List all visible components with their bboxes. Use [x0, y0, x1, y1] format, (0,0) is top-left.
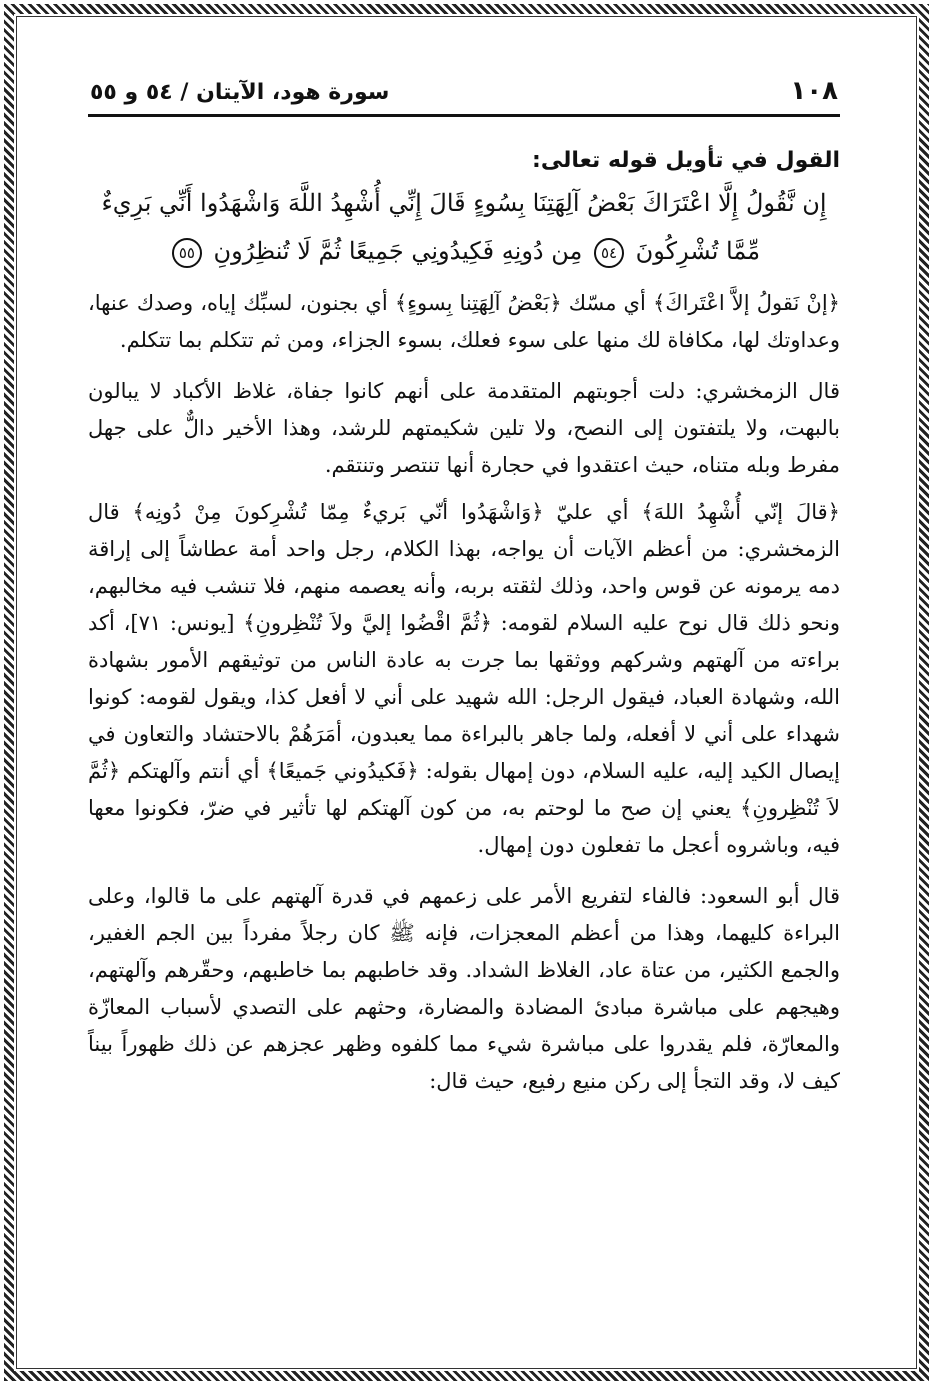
paragraph-2: قال الزمخشري: دلت أجوبتهم المتقدمة على أنهم كانوا جفاة، غلاظ الأكباد لا يبالون بالبهت، ولا يلتفتون إلى النصح، ولا تلين شكيمتهم للرشد، وهذا الأخير دالٌّ على جهل مفرط وبله متناه، حيث اعتقدوا في حجارة أنها تنتصر وتنتقم. — [88, 379, 840, 477]
ayah-number-55: ٥٥ — [172, 238, 202, 268]
verse-line-1: إِن نَّقُولُ إِلَّا اعْتَرَاكَ بَعْضُ آلِهَتِنَا بِسُوءٍ قَالَ إِنِّي أُشْهِدُ اللَّهَ وَاشْهَدُوا أَنِّي بَرِيءٌ — [101, 189, 827, 217]
verse-line-2 — [88, 227, 840, 275]
paragraph-1: ﴿إنْ نَقولُ إلاَّ اعْتَراكَ﴾ أي مسّك ﴿بَعْضُ آلِهَتِنا بِسوءٍ﴾ أي بجنون، لسبِّك إياه، وصدك عنها، وعداوتك لها، مكافاة لك منها على سوء فعلك، بسوء الجزاء، ومن ثم تتكلم بما تتكلم. — [88, 291, 840, 352]
section-title: القول في تأويل قوله تعالى: — [532, 148, 840, 173]
verse-text-b: مِن دُونِهِ فَكِيدُونِي جَمِيعًا ثُمَّ لَا تُنظِرُونِ — [213, 237, 583, 265]
running-title: سورة هود، الآيتان / ٥٤ و ٥٥ — [90, 80, 390, 105]
page-number: ١٠٨ — [790, 76, 838, 106]
page-content — [88, 70, 840, 1100]
page-header — [88, 70, 840, 117]
quran-verse — [88, 179, 840, 275]
paragraph-3: ﴿قالَ إنّي أُشْهِدُ اللهَ﴾ أي عليّ ﴿وَاشْهَدُوا أنّي بَريءٌ مِمّا تُشْرِكونَ مِنْ دُونِه﴾ قال الزمخشري: من أعظم الآيات أن يواجه، بهذا الكلام، رجل واحد أمة عطاشاً إلى إراقة دمه يرمونه عن قوس واحد، وذلك لثقته بربه، وأنه يعصمه منهم، فلا تنشب فيه مخالبهم، ونحو ذلك قال نوح عليه السلام لقومه: ﴿ثُمَّ اقْضُوا إليَّ ولاَ تُنْظِرونِ﴾ [يونس: ٧١]، أكد براءته من آلهتهم وشركهم ووثقها بما جرت به عادة الناس من توثيقهم الأمور بشهادة الله، وشهادة العباد، فيقول الرجل: الله شهيد على أني لا أفعل كذا، ويقول لقومه: كونوا شهداء على أني لا أفعله، ولما جاهر بالبراءة مما يعبدون، أمَرَهُمْ بالاحتشاد والتعاون في إيصال الكيد إليه، عليه السلام، دون إمهال بقوله: ﴿فَكيدُوني جَميعًا﴾ أي أنتم وآلهتكم ﴿ثُمَّ لاَ تُنْظِرونِ﴾ يعني إن صح ما لوحتم به، من كون آلهتكم لها تأثير في ضرّ، فكونوا معها فيه، وباشروه أعجل ما تفعلون دون إمهال. — [88, 500, 840, 857]
paragraph-4: قال أبو السعود: فالفاء لتفريع الأمر على زعمهم في قدرة آلهتهم على ما قالوا، وعلى البراءة كليهما، وهذا من أعظم المعجزات، فإنه ﷺ كان رجلاً مفرداً بين الجم الغفير، والجمع الكثير، من عتاة عاد، الغلاظ الشداد. وقد خاطبهم بما خاطبهم، وحقّرهم وآلهتهم، وهيجهم على مباشرة مبادئ المضادة والمضارة، وحثهم على التصدي لأسباب المعازّة والمعارّة، فلم يقدروا على مباشرة شيء مما كلفوه وظهر عجزهم عن ذلك ظهوراً بيناً كيف لا، وقد التجأ إلى ركن منيع رفيع، حيث قال: — [88, 884, 840, 1093]
verse-text-a: مِّمَّا تُشْرِكُونَ — [635, 237, 761, 265]
ayah-number-54: ٥٤ — [594, 238, 624, 268]
